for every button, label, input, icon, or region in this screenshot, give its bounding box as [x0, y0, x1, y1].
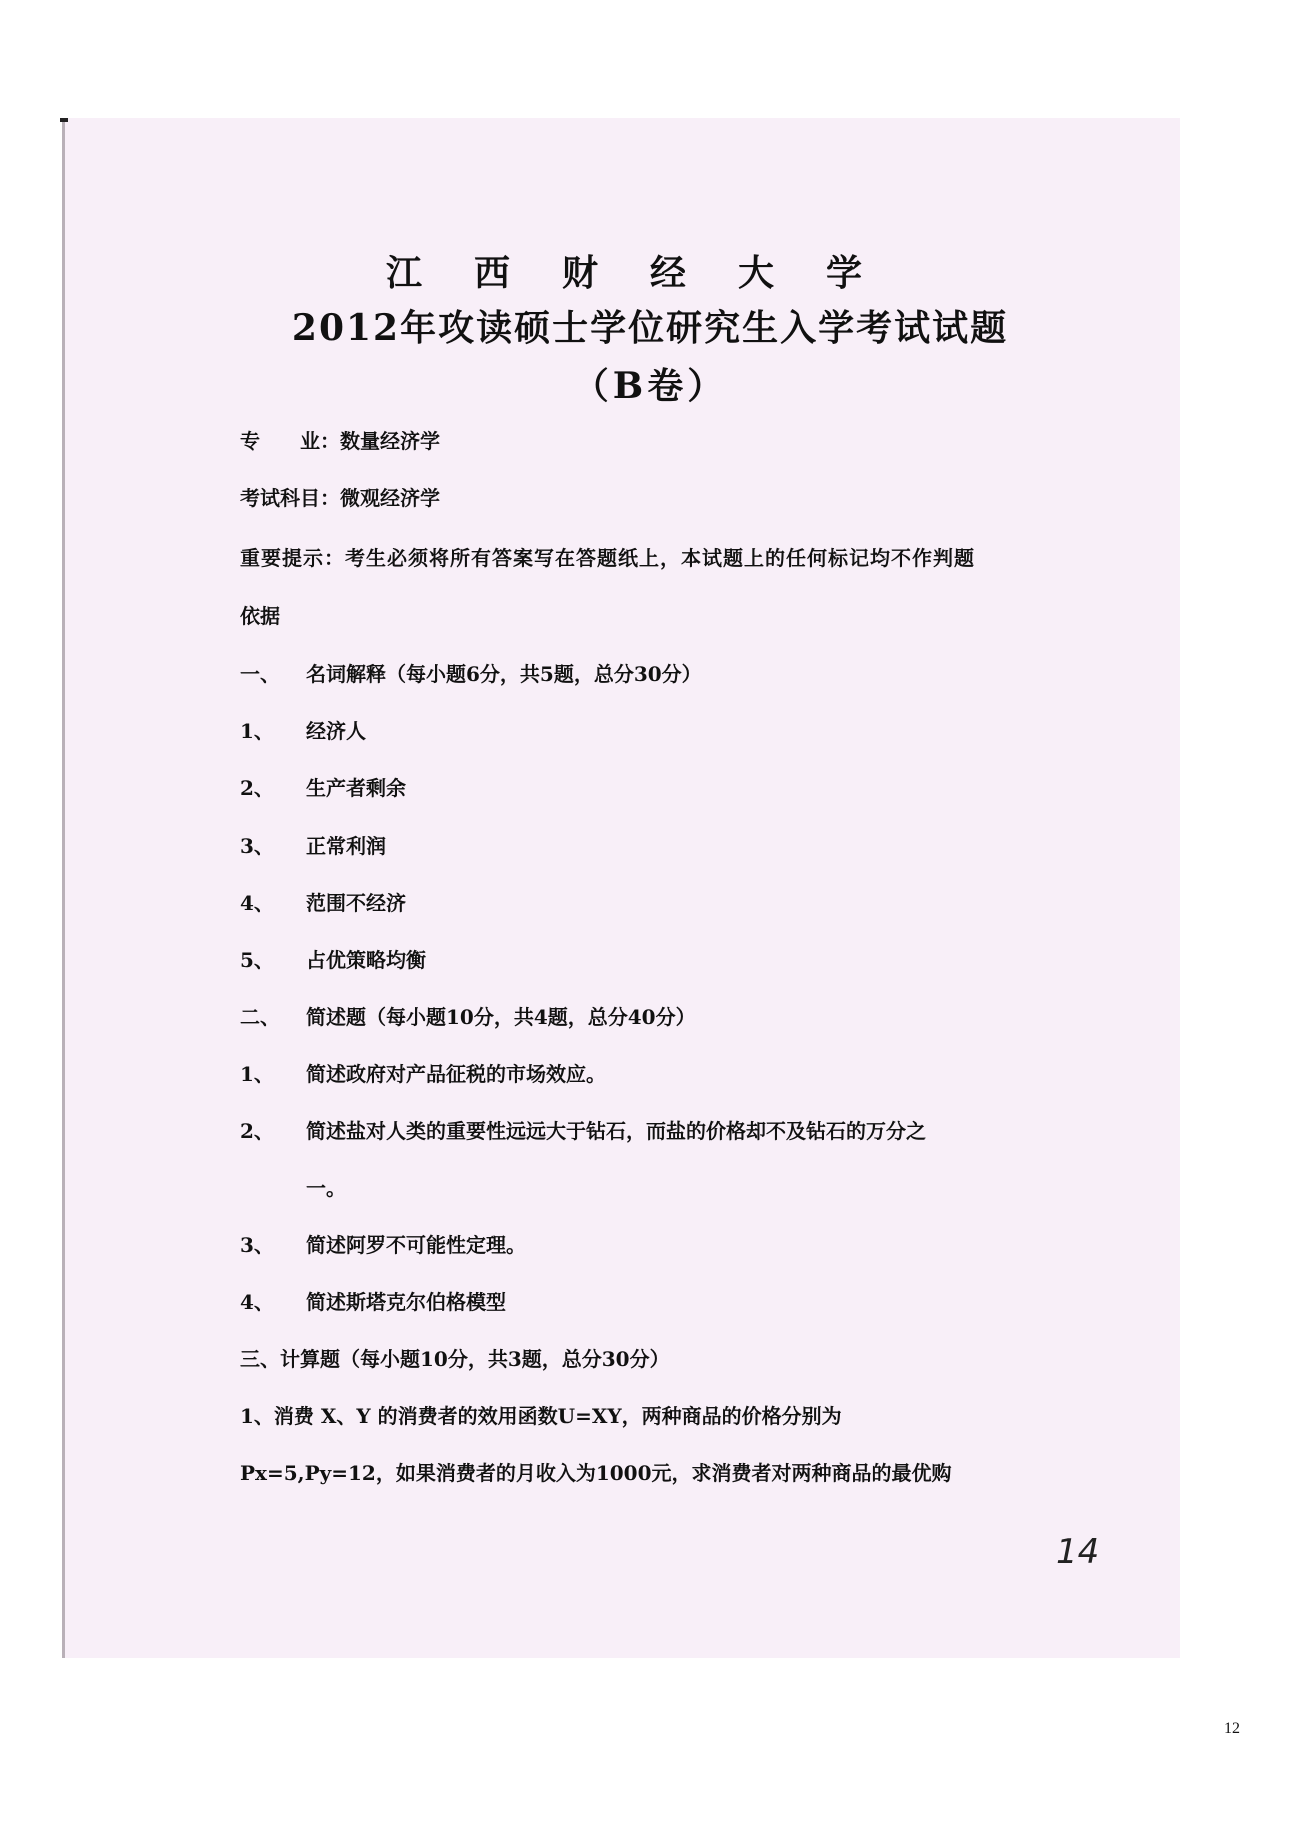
exam-title: 2012年攻读硕士学位研究生入学考试试题: [291, 307, 1009, 349]
notice-text-1: 考生必须将所有答案写在答题纸上，本试题上的任何标记均不作判题: [345, 546, 975, 570]
item-text: 正常利润: [306, 834, 386, 858]
list-item: [240, 715, 366, 744]
list-item: [240, 944, 426, 973]
item-text: 一。: [306, 1176, 346, 1200]
section2-title: 简述题（每小题10分，共4题，总分40分）: [306, 1005, 696, 1029]
list-item: [240, 1229, 526, 1258]
question-line-1: 1、消费 X、Y 的消费者的效用函数U=XY，两种商品的价格分别为: [240, 1404, 842, 1428]
section1-number: 一、: [240, 662, 280, 686]
list-item: [240, 772, 406, 801]
item-text: 占优策略均衡: [306, 948, 426, 972]
item-text: 简述政府对产品征税的市场效应。: [306, 1062, 606, 1086]
notice-line-1: [240, 542, 975, 571]
item-number: 4、: [240, 1290, 274, 1314]
notice-label: 重要提示：: [240, 546, 345, 570]
item-number: 1、: [240, 719, 274, 743]
section1-title: 名词解释（每小题6分，共5题，总分30分）: [306, 662, 702, 686]
list-item: [240, 1115, 926, 1144]
list-item: [240, 1058, 606, 1087]
item-text: 简述盐对人类的重要性远远大于钻石，而盐的价格却不及钻石的万分之: [306, 1119, 926, 1143]
item-number: 3、: [240, 834, 274, 858]
section2-number: 二、: [240, 1005, 280, 1029]
section2-heading: [240, 1001, 696, 1030]
item-text: 范围不经济: [306, 891, 406, 915]
subject-value: 微观经济学: [340, 486, 440, 510]
subject-label: 考试科目：: [240, 486, 340, 510]
list-item: [240, 887, 406, 916]
handwritten-mark: 14: [1056, 1532, 1100, 1572]
section3-heading: 三、计算题（每小题10分，共3题，总分30分）: [240, 1347, 670, 1371]
major-line: [240, 425, 440, 454]
item-text: 生产者剩余: [306, 776, 406, 800]
item-number: 1、: [240, 1062, 274, 1086]
item-text: 简述阿罗不可能性定理。: [306, 1233, 526, 1257]
item-number: 4、: [240, 891, 274, 915]
question-line-2: Px=5,Py=12，如果消费者的月收入为1000元，求消费者对两种商品的最优购: [240, 1461, 952, 1485]
item-text: 简述斯塔克尔伯格模型: [306, 1290, 506, 1314]
page-number: 12: [1224, 1720, 1240, 1737]
item-number: 5、: [240, 948, 274, 972]
subject-line: [240, 482, 440, 511]
list-item: [240, 830, 386, 859]
school-name: 江西财经大学: [385, 252, 914, 294]
item-number: 2、: [240, 776, 274, 800]
scan-corner-mark: [60, 118, 68, 122]
major-value: 数量经济学: [340, 429, 440, 453]
notice-line-2: 依据: [240, 604, 280, 628]
section1-heading: [240, 658, 702, 687]
item-number: 3、: [240, 1233, 274, 1257]
list-item: [240, 1286, 506, 1315]
paper-version: （B卷）: [572, 365, 728, 407]
list-item: [240, 1172, 346, 1201]
major-label: 专 业：: [240, 429, 340, 453]
item-number: 2、: [240, 1119, 274, 1143]
item-text: 经济人: [306, 719, 366, 743]
